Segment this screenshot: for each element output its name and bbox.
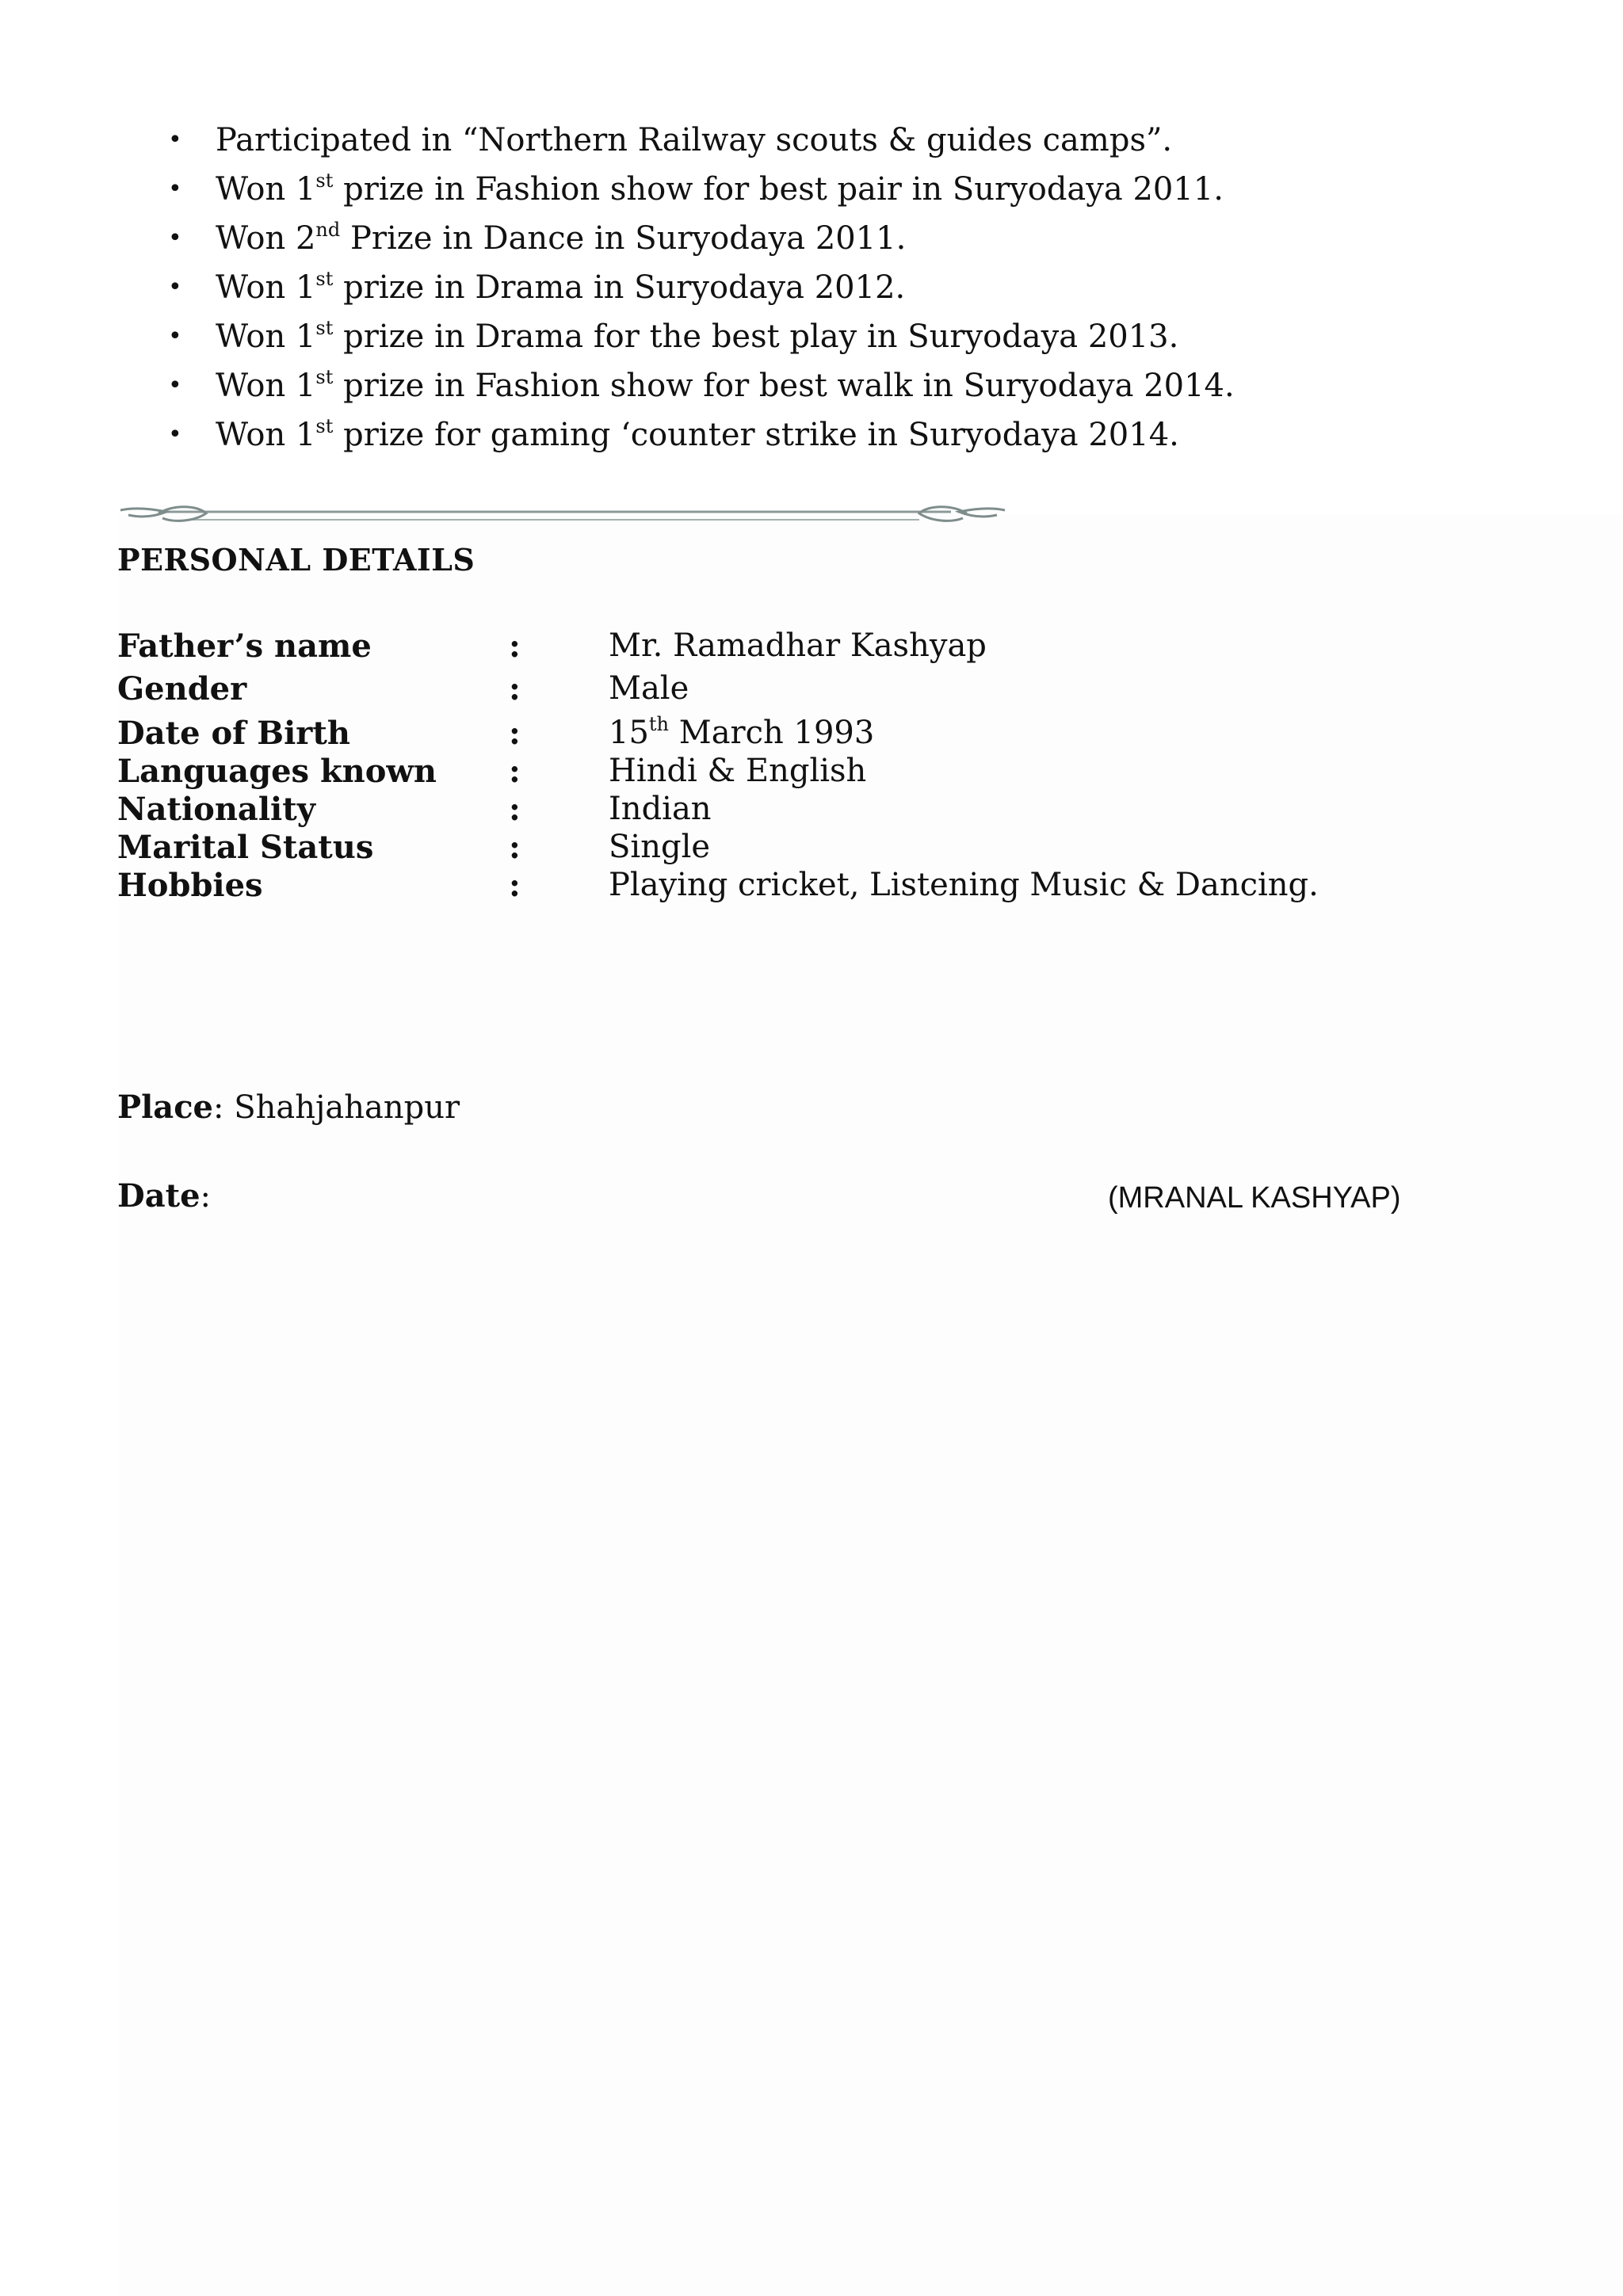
- bullet-icon: •: [168, 372, 182, 399]
- signature-name: (MRANAL KASHYAP): [1108, 1181, 1401, 1215]
- list-item: • Participated in “Northern Railway scouts & guides camps”.: [165, 116, 1235, 165]
- bullet-icon: •: [168, 224, 182, 252]
- achievements-list: [165, 116, 1235, 460]
- detail-value: Indian: [609, 791, 712, 827]
- bullet-icon: •: [168, 322, 182, 350]
- detail-label: Languages known: [117, 753, 437, 790]
- bullet-icon: •: [168, 126, 182, 154]
- detail-separator: :: [509, 753, 521, 790]
- bullet-icon: •: [168, 421, 182, 448]
- detail-value: Single: [609, 829, 711, 865]
- list-item: • Won 1st prize in Fashion show for best walk in Suryodaya 2014.: [165, 361, 1235, 410]
- divider-swirl-left: [158, 507, 206, 521]
- detail-value: Mr. Ramadhar Kashyap: [609, 627, 987, 664]
- detail-separator: :: [509, 627, 521, 665]
- date-line: Date:: [117, 1177, 212, 1215]
- detail-label: Hobbies: [117, 867, 263, 904]
- ornamental-divider-icon: [119, 501, 1006, 529]
- detail-label: Date of Birth: [117, 715, 350, 752]
- place-label: Place: [117, 1089, 213, 1126]
- list-item: • Won 2nd Prize in Dance in Suryodaya 2011.: [165, 214, 1235, 263]
- detail-value: Playing cricket, Listening Music & Dancing.: [609, 867, 1319, 903]
- divider-swirl-right: [919, 507, 967, 521]
- bullet-icon: •: [168, 273, 182, 301]
- detail-label: Gender: [117, 670, 247, 707]
- bullet-icon: •: [168, 175, 182, 203]
- detail-label: Father’s name: [117, 627, 372, 665]
- detail-separator: :: [509, 670, 521, 707]
- detail-value: Hindi & English: [609, 753, 867, 789]
- detail-separator: :: [509, 715, 521, 752]
- detail-separator: :: [509, 867, 521, 904]
- list-item: • Won 1st prize for gaming ‘counter strike in Suryodaya 2014.: [165, 410, 1235, 460]
- list-item: • Won 1st prize in Fashion show for best pair in Suryodaya 2011.: [165, 165, 1235, 214]
- detail-label: Marital Status: [117, 829, 374, 866]
- detail-label: Nationality: [117, 791, 315, 828]
- detail-separator: :: [509, 829, 521, 866]
- detail-separator: :: [509, 791, 521, 828]
- list-item: • Won 1st prize in Drama in Suryodaya 2012.: [165, 263, 1235, 312]
- list-item: • Won 1st prize in Drama for the best play in Suryodaya 2013.: [165, 312, 1235, 361]
- place-line: Place: Shahjahanpur: [117, 1089, 460, 1126]
- date-label: Date: [117, 1177, 200, 1215]
- detail-value: Male: [609, 670, 689, 707]
- section-title-personal-details: PERSONAL DETAILS: [117, 542, 475, 578]
- detail-value: 15th March 1993: [609, 713, 875, 751]
- place-value: Shahjahanpur: [234, 1089, 460, 1126]
